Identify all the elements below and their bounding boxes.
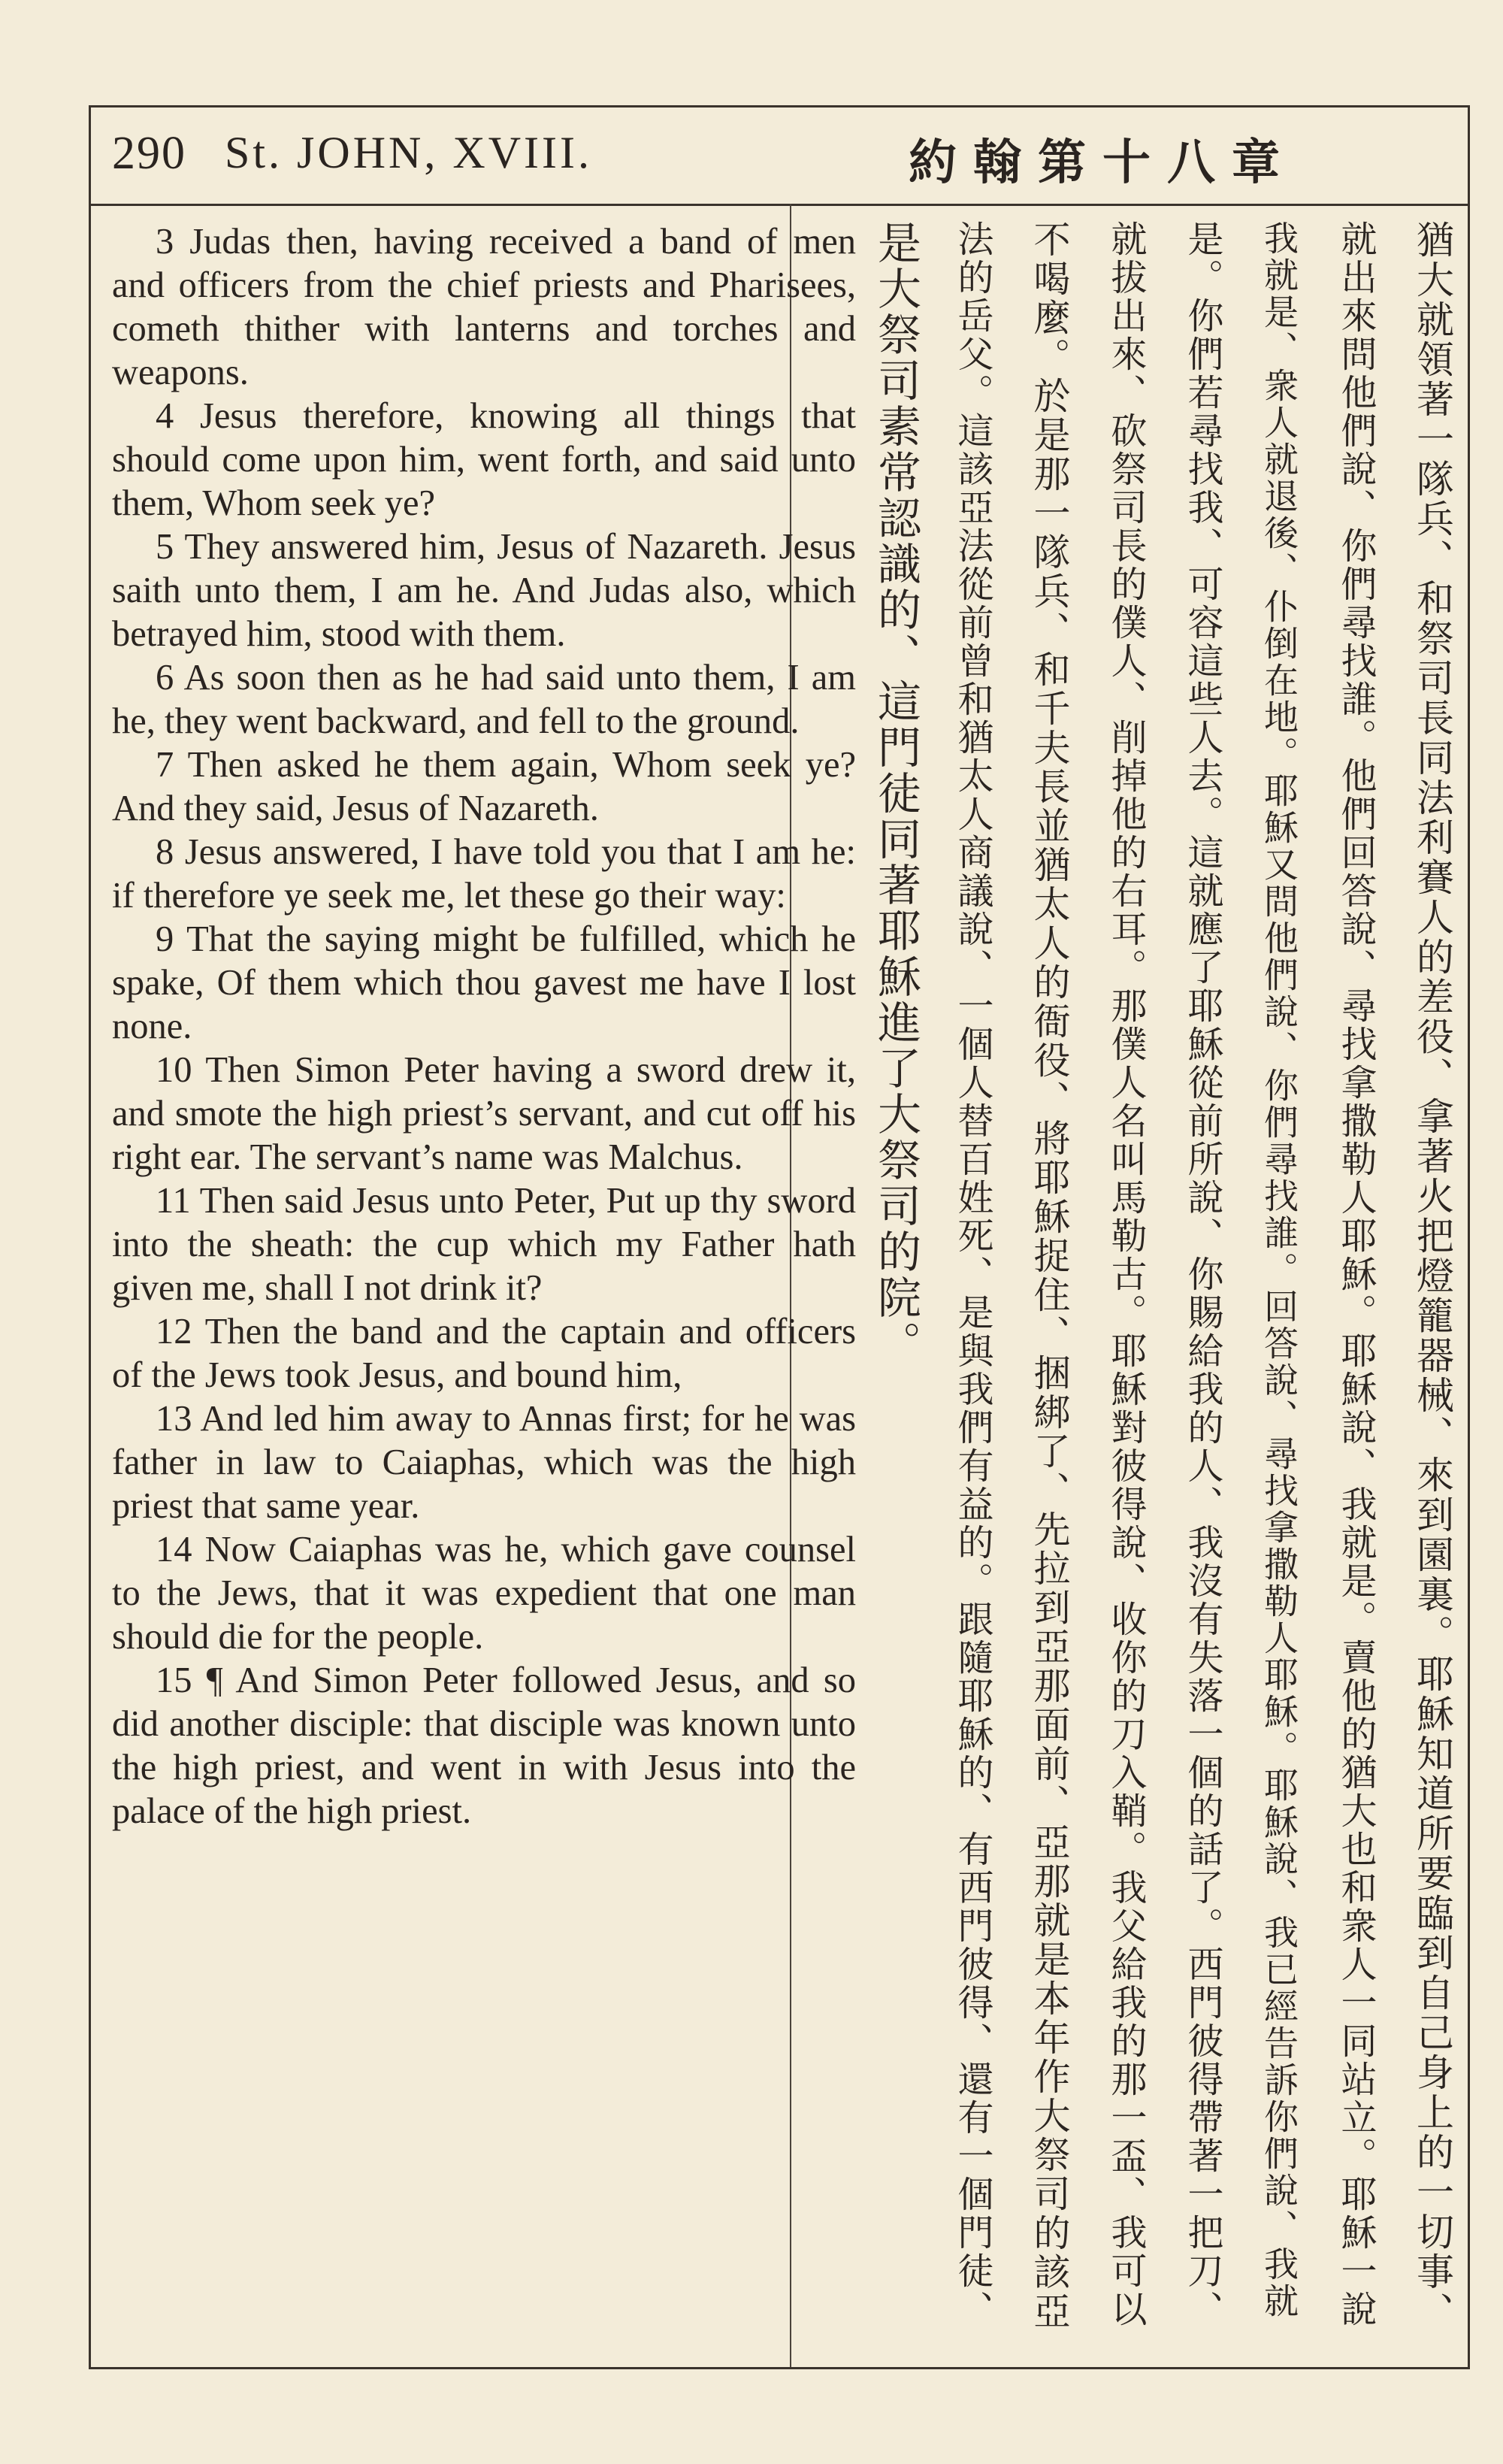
verse-9: 9 That the saying might be fulfilled, which he spake, Of them which thou gavest me have I lost none. [112, 919, 856, 1046]
verse-3: 3 Judas then, having received a band of men and officers from the chief priests and Pharisees, cometh thither with lanterns and torches and weapons. [112, 222, 856, 392]
running-title: St. JOHN, XVIII. [225, 128, 592, 177]
page-number: 290 [112, 128, 186, 179]
verse-7: 7 Then asked he them again, Whom seek ye? And they said, Jesus of Nazareth. [112, 745, 856, 828]
chinese-text-column [865, 220, 1459, 2355]
verse-13: 13 And led him away to Annas first; for he was father in law to Caiaphas, which was the high priest that same year. [112, 1399, 856, 1526]
verse-5: 5 They answered him, Jesus of Nazareth. Jesus saith unto them, I am he. And Judas also, which betrayed him, stood with them. [112, 527, 856, 654]
page-frame [89, 105, 1470, 2369]
chinese-line-4: 是。你們若尋找我、可容這些人去。這就應了耶穌從前所說、你賜給我的人、我沒有失落一個的話了。西門彼得帶著一把刀、 [1181, 220, 1223, 2329]
chinese-line-6: 不喝麼。於是那一隊兵、和千夫長並猶太人的衙役、將耶穌捉住、捆綁了、先拉到亞那面前、亞那就是本年作大祭司的該亞 [1028, 220, 1071, 2331]
verse-15: 15 ¶ And Simon Peter followed Jesus, and so did another disciple: that disciple was known unto the high priest, and went in with Jesus into the palace of the high priest. [112, 1660, 856, 1831]
chinese-line-3: 我就是、衆人就退後、仆倒在地。耶穌又問他們說、你們尋找誰。回答說、尋找拿撒勒人耶穌。耶穌說、我已經告訴你們說、我就 [1259, 220, 1299, 2320]
verse-4: 4 Jesus therefore, knowing all things that should come upon him, went forth, and said unto them, Whom seek ye? [112, 396, 856, 523]
verse-8: 8 Jesus answered, I have told you that I am he: if therefore ye seek me, let these go their way: [112, 832, 856, 916]
verse-12: 12 Then the band and the captain and officers of the Jews took Jesus, and bound him, [112, 1312, 856, 1395]
chinese-line-8: 是大祭司素常認識的、這門徒同著耶穌進了大祭司的院。 [870, 220, 921, 1367]
chinese-line-7: 法的岳父。這該亞法從前曾和猶太人商議說、一個人替百姓死、是與我們有益的。跟隨耶穌的、有西門彼得、還有一個門徒、 [951, 220, 993, 2329]
chinese-line-5: 就拔出來、砍祭司長的僕人、削掉他的右耳。那僕人名叫馬勒古。耶穌對彼得說、收你的刀入鞘。我父給我的那一盃、我可以 [1105, 220, 1147, 2329]
verse-6: 6 As soon then as he had said unto them, I am he, they went backward, and fell to the ground. [112, 658, 856, 741]
chinese-running-title: 約翰第十八章 [909, 135, 1296, 191]
english-text-column [112, 220, 856, 2355]
chinese-line-2: 就出來問他們說、你們尋找誰。他們回答說、尋找拿撒勒人耶穌。耶穌說、我就是。賣他的猶大也和衆人一同站立。耶穌一說 [1335, 220, 1377, 2329]
page-header [91, 107, 1468, 206]
chinese-line-1: 猶大就領著一隊兵、和祭司長同法利賽人的差役、拿著火把燈籠器械、來到園裏。耶穌知道所要臨到自己身上的一切事、 [1411, 220, 1454, 2332]
verse-14: 14 Now Caiaphas was he, which gave counsel to the Jews, that it was expedient that one man should die for the people. [112, 1530, 856, 1657]
verse-10: 10 Then Simon Peter having a sword drew it, and smote the high priest’s servant, and cut off his right ear. The servant’s name was Malchus. [112, 1050, 856, 1177]
verse-11: 11 Then said Jesus unto Peter, Put up thy sword into the sheath: the cup which my Father hath given me, shall I not drink it? [112, 1181, 856, 1308]
